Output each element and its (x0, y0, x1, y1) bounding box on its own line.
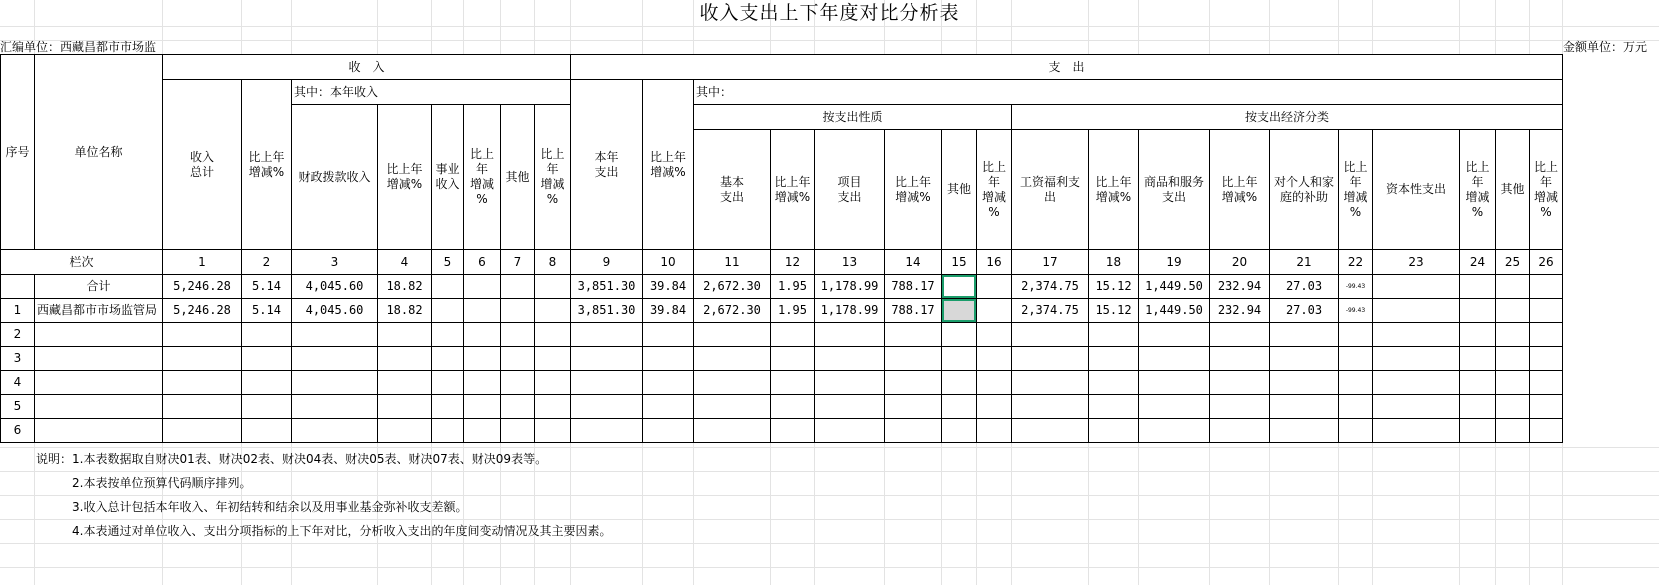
data-cell[interactable] (815, 419, 885, 443)
data-cell[interactable]: -99.43 (1339, 299, 1373, 323)
data-cell[interactable] (1089, 419, 1139, 443)
data-cell[interactable] (292, 419, 378, 443)
data-cell[interactable] (771, 395, 815, 419)
data-cell[interactable] (292, 395, 378, 419)
col-number: 20 (1210, 250, 1270, 275)
data-cell[interactable] (1496, 299, 1530, 323)
data-cell[interactable] (1012, 419, 1089, 443)
data-cell[interactable] (1460, 299, 1496, 323)
col-number: 21 (1270, 250, 1339, 275)
data-cell[interactable]: 2,672.30 (694, 275, 771, 299)
data-cell[interactable] (432, 371, 464, 395)
col-number: 16 (977, 250, 1012, 275)
data-cell[interactable] (1373, 323, 1460, 347)
data-cell[interactable] (815, 395, 885, 419)
data-cell[interactable]: 5,246.28 (163, 299, 242, 323)
data-cell[interactable] (432, 323, 464, 347)
header-subsidy-yoy: 比上 年 增减 % (1339, 130, 1373, 250)
header-unit-name: 单位名称 (35, 55, 163, 250)
data-cell[interactable] (1496, 347, 1530, 371)
data-cell[interactable]: 788.17 (885, 299, 942, 323)
note-3: 3.收入总计包括本年收入、年初结转和结余以及用事业基金弥补收支差额。 (72, 500, 468, 514)
data-cell[interactable] (977, 371, 1012, 395)
data-cell[interactable] (432, 347, 464, 371)
data-cell[interactable] (292, 347, 378, 371)
col-number: 24 (1460, 250, 1496, 275)
data-cell[interactable] (1012, 347, 1089, 371)
data-cell[interactable]: 4,045.60 (292, 275, 378, 299)
row-unit-name[interactable] (35, 371, 163, 395)
data-cell[interactable] (694, 347, 771, 371)
data-cell[interactable] (535, 395, 571, 419)
header-income: 收 入 (163, 55, 571, 80)
data-cell[interactable] (464, 275, 501, 299)
data-cell[interactable]: 27.03 (1270, 299, 1339, 323)
header-by-economic: 按支出经济分类 (1012, 105, 1563, 130)
data-cell[interactable] (771, 419, 815, 443)
data-cell[interactable] (1496, 275, 1530, 299)
data-cell[interactable]: 3,851.30 (571, 275, 643, 299)
data-cell[interactable] (1089, 323, 1139, 347)
data-cell[interactable] (378, 419, 432, 443)
data-cell[interactable] (242, 323, 292, 347)
data-cell[interactable] (1139, 419, 1210, 443)
data-cell[interactable] (694, 395, 771, 419)
header-salary: 工资福利支 出 (1012, 130, 1089, 250)
data-cell[interactable] (643, 395, 694, 419)
data-cell[interactable] (694, 323, 771, 347)
data-cell[interactable] (815, 371, 885, 395)
data-cell[interactable] (977, 419, 1012, 443)
header-by-nature: 按支出性质 (694, 105, 1012, 130)
header-current-expense: 本年 支出 (571, 80, 643, 250)
data-cell[interactable] (163, 347, 242, 371)
col-number: 2 (242, 250, 292, 275)
data-cell[interactable] (571, 371, 643, 395)
col-number: 6 (464, 250, 501, 275)
data-cell[interactable] (1012, 323, 1089, 347)
header-other-expense-yoy: 比上 年 增减 % (977, 130, 1012, 250)
data-cell[interactable] (942, 419, 977, 443)
data-cell[interactable] (1339, 419, 1373, 443)
data-cell[interactable] (1139, 395, 1210, 419)
header-goods: 商品和服务 支出 (1139, 130, 1210, 250)
data-cell[interactable] (885, 419, 942, 443)
header-current-expense-yoy: 比上年 增减% (643, 80, 694, 250)
col-number: 12 (771, 250, 815, 275)
data-cell[interactable] (643, 347, 694, 371)
data-cell[interactable] (977, 299, 1012, 323)
data-cell[interactable]: 15.12 (1089, 275, 1139, 299)
data-cell[interactable] (571, 347, 643, 371)
header-project-yoy: 比上年 增减% (885, 130, 942, 250)
data-cell[interactable] (1139, 371, 1210, 395)
header-income-total: 收入 总计 (163, 80, 242, 250)
row-unit-name[interactable]: 西藏昌都市市场监管局 (35, 299, 163, 323)
header-of-which: 其中： (694, 80, 1563, 105)
data-cell[interactable]: 27.03 (1270, 275, 1339, 299)
data-cell[interactable] (1373, 275, 1460, 299)
data-cell[interactable] (535, 323, 571, 347)
data-cell[interactable] (163, 323, 242, 347)
data-cell[interactable]: 2,374.75 (1012, 275, 1089, 299)
data-cell[interactable] (885, 395, 942, 419)
header-other-income: 其他 (501, 105, 535, 250)
data-cell[interactable]: 18.82 (378, 299, 432, 323)
header-subsidy: 对个人和家 庭的补助 (1270, 130, 1339, 250)
data-cell[interactable] (1373, 419, 1460, 443)
data-cell[interactable]: 15.12 (1089, 299, 1139, 323)
col-index-label: 栏次 (1, 250, 163, 275)
data-cell[interactable] (771, 347, 815, 371)
data-cell[interactable] (571, 323, 643, 347)
data-cell[interactable] (771, 323, 815, 347)
data-cell[interactable] (501, 299, 535, 323)
header-capital-yoy: 比上 年 增减 % (1460, 130, 1496, 250)
data-cell[interactable]: 5.14 (242, 275, 292, 299)
data-cell[interactable] (501, 419, 535, 443)
col-number: 15 (942, 250, 977, 275)
data-cell[interactable] (1373, 299, 1460, 323)
data-cell[interactable] (942, 371, 977, 395)
data-cell[interactable] (292, 323, 378, 347)
row-seq[interactable]: 3 (1, 347, 35, 371)
header-basic: 基本 支出 (694, 130, 771, 250)
data-cell[interactable]: 5,246.28 (163, 275, 242, 299)
data-cell[interactable] (942, 347, 977, 371)
header-salary-yoy: 比上年 增减% (1089, 130, 1139, 250)
row-unit-name[interactable] (35, 419, 163, 443)
data-cell[interactable] (643, 371, 694, 395)
col-number: 17 (1012, 250, 1089, 275)
row-unit-name[interactable] (35, 395, 163, 419)
data-cell[interactable] (1089, 395, 1139, 419)
data-cell[interactable] (1012, 395, 1089, 419)
data-cell[interactable] (1210, 395, 1270, 419)
data-cell[interactable] (1530, 323, 1563, 347)
header-other-econ: 其他 (1496, 130, 1530, 250)
col-number: 26 (1530, 250, 1563, 275)
row-seq[interactable]: 4 (1, 371, 35, 395)
data-cell[interactable] (815, 323, 885, 347)
data-cell[interactable] (163, 371, 242, 395)
data-cell[interactable] (1460, 419, 1496, 443)
col-number: 5 (432, 250, 464, 275)
data-cell[interactable]: 1.95 (771, 299, 815, 323)
data-cell[interactable] (1496, 419, 1530, 443)
note-4: 4.本表通过对单位收入、支出分项指标的上下年对比，分析收入支出的年度间变动情况及其主要因素。 (72, 524, 612, 538)
data-cell[interactable] (1089, 371, 1139, 395)
data-cell[interactable] (378, 323, 432, 347)
data-cell[interactable] (1530, 299, 1563, 323)
data-cell[interactable] (464, 299, 501, 323)
data-cell[interactable]: 39.84 (643, 299, 694, 323)
data-cell[interactable] (378, 347, 432, 371)
data-cell[interactable]: 232.94 (1210, 299, 1270, 323)
header-income-total-yoy: 比上年 增减% (242, 80, 292, 250)
col-number: 8 (535, 250, 571, 275)
header-project: 项目 支出 (815, 130, 885, 250)
header-expense: 支 出 (571, 55, 1563, 80)
data-cell[interactable] (535, 299, 571, 323)
note-2: 2.本表按单位预算代码顺序排列。 (72, 476, 252, 490)
data-cell[interactable] (1210, 371, 1270, 395)
data-cell[interactable]: 18.82 (378, 275, 432, 299)
data-cell[interactable] (977, 323, 1012, 347)
data-cell[interactable] (1530, 347, 1563, 371)
header-fiscal: 财政拨款收入 (292, 105, 378, 250)
data-cell[interactable] (1496, 371, 1530, 395)
data-cell[interactable] (942, 299, 977, 323)
table-row (1, 347, 1563, 371)
data-cell[interactable] (432, 275, 464, 299)
data-cell[interactable]: 232.94 (1210, 275, 1270, 299)
data-cell[interactable] (535, 275, 571, 299)
data-cell[interactable] (464, 371, 501, 395)
data-cell[interactable] (1339, 395, 1373, 419)
data-cell[interactable] (977, 395, 1012, 419)
data-cell[interactable] (292, 371, 378, 395)
col-number: 9 (571, 250, 643, 275)
data-cell[interactable] (1460, 323, 1496, 347)
data-cell[interactable] (885, 323, 942, 347)
col-number: 22 (1339, 250, 1373, 275)
data-cell[interactable] (1460, 275, 1496, 299)
row-seq[interactable] (1, 275, 35, 299)
header-business-yoy: 比上 年 增减 % (464, 105, 501, 250)
data-cell[interactable] (1530, 395, 1563, 419)
data-cell[interactable] (771, 371, 815, 395)
col-number: 11 (694, 250, 771, 275)
table-row (1, 419, 1563, 443)
data-cell[interactable] (1012, 371, 1089, 395)
compiling-unit: 汇编单位：西藏昌都市市场监 (0, 40, 157, 54)
data-cell[interactable] (501, 395, 535, 419)
col-number: 23 (1373, 250, 1460, 275)
data-cell[interactable] (1139, 347, 1210, 371)
row-seq[interactable]: 1 (1, 299, 35, 323)
header-other-expense: 其他 (942, 130, 977, 250)
data-cell[interactable] (242, 371, 292, 395)
row-seq[interactable]: 5 (1, 395, 35, 419)
data-cell[interactable] (571, 419, 643, 443)
amount-unit: 金额单位：万元 (1562, 40, 1647, 54)
data-cell[interactable] (977, 347, 1012, 371)
col-number: 18 (1089, 250, 1139, 275)
data-cell[interactable] (242, 395, 292, 419)
data-cell[interactable] (242, 419, 292, 443)
header-of-which-current: 其中：本年收入 (292, 80, 571, 105)
data-cell[interactable]: 39.84 (643, 275, 694, 299)
data-cell[interactable] (1496, 395, 1530, 419)
data-cell[interactable] (378, 395, 432, 419)
data-cell[interactable] (1270, 371, 1339, 395)
data-cell[interactable] (1460, 347, 1496, 371)
data-cell[interactable] (163, 419, 242, 443)
col-number: 14 (885, 250, 942, 275)
total-row (1, 275, 1563, 299)
data-cell[interactable] (1530, 371, 1563, 395)
row-unit-name[interactable]: 合计 (35, 275, 163, 299)
data-cell[interactable]: 2,672.30 (694, 299, 771, 323)
data-cell[interactable] (1460, 371, 1496, 395)
data-cell[interactable] (571, 395, 643, 419)
col-number: 10 (643, 250, 694, 275)
data-cell[interactable]: -99.43 (1339, 275, 1373, 299)
header-business: 事业 收入 (432, 105, 464, 250)
data-cell[interactable] (1496, 323, 1530, 347)
header-basic-yoy: 比上年 增减% (771, 130, 815, 250)
data-cell[interactable] (694, 371, 771, 395)
header-capital: 资本性支出 (1373, 130, 1460, 250)
data-cell[interactable] (535, 347, 571, 371)
data-cell[interactable] (942, 395, 977, 419)
header-other-income-yoy: 比上 年 增减 % (535, 105, 571, 250)
data-cell[interactable] (1339, 323, 1373, 347)
row-unit-name[interactable] (35, 323, 163, 347)
data-cell[interactable] (464, 323, 501, 347)
data-cell[interactable] (1530, 419, 1563, 443)
data-cell[interactable] (1210, 419, 1270, 443)
data-cell[interactable] (378, 371, 432, 395)
data-cell[interactable] (163, 395, 242, 419)
data-cell[interactable] (1373, 395, 1460, 419)
data-cell[interactable] (1210, 347, 1270, 371)
row-seq[interactable]: 2 (1, 323, 35, 347)
col-number: 3 (292, 250, 378, 275)
data-cell[interactable]: 2,374.75 (1012, 299, 1089, 323)
data-cell[interactable] (1460, 395, 1496, 419)
header-fiscal-yoy: 比上年 增减% (378, 105, 432, 250)
data-cell[interactable] (464, 395, 501, 419)
data-cell[interactable] (1210, 323, 1270, 347)
data-cell[interactable] (501, 275, 535, 299)
data-cell[interactable] (1270, 347, 1339, 371)
data-cell[interactable]: 1,449.50 (1139, 275, 1210, 299)
data-cell[interactable] (1270, 323, 1339, 347)
data-cell[interactable] (1270, 419, 1339, 443)
data-cell[interactable] (1270, 395, 1339, 419)
data-cell[interactable] (1530, 275, 1563, 299)
page-title: 收入支出上下年度对比分析表 (699, 2, 960, 24)
data-cell[interactable] (1373, 371, 1460, 395)
data-cell[interactable] (1139, 323, 1210, 347)
row-seq[interactable]: 6 (1, 419, 35, 443)
data-cell[interactable] (885, 371, 942, 395)
data-cell[interactable] (643, 323, 694, 347)
data-cell[interactable] (501, 323, 535, 347)
data-cell[interactable] (501, 347, 535, 371)
col-number: 13 (815, 250, 885, 275)
row-unit-name[interactable] (35, 347, 163, 371)
analysis-table (0, 54, 1563, 443)
data-cell[interactable] (1339, 347, 1373, 371)
data-cell[interactable] (815, 347, 885, 371)
data-cell[interactable] (694, 419, 771, 443)
data-cell[interactable]: 1,178.99 (815, 299, 885, 323)
header-seq: 序号 (1, 55, 35, 250)
data-cell[interactable] (464, 419, 501, 443)
data-cell[interactable] (1373, 347, 1460, 371)
header-other-econ-yoy: 比上 年 增减 % (1530, 130, 1563, 250)
data-cell[interactable]: 1,449.50 (1139, 299, 1210, 323)
data-cell[interactable] (432, 299, 464, 323)
data-cell[interactable] (643, 419, 694, 443)
data-cell[interactable] (885, 347, 942, 371)
data-cell[interactable] (432, 419, 464, 443)
col-number: 25 (1496, 250, 1530, 275)
data-cell[interactable] (977, 275, 1012, 299)
data-cell[interactable] (501, 371, 535, 395)
data-cell[interactable] (535, 371, 571, 395)
data-cell[interactable]: 1,178.99 (815, 275, 885, 299)
col-number: 19 (1139, 250, 1210, 275)
table-row (1, 395, 1563, 419)
data-cell[interactable] (432, 395, 464, 419)
data-cell[interactable]: 1.95 (771, 275, 815, 299)
data-cell[interactable]: 4,045.60 (292, 299, 378, 323)
data-cell[interactable]: 5.14 (242, 299, 292, 323)
data-cell[interactable]: 3,851.30 (571, 299, 643, 323)
data-cell[interactable] (1089, 347, 1139, 371)
data-cell[interactable] (942, 323, 977, 347)
data-cell[interactable] (464, 347, 501, 371)
header-goods-yoy: 比上年 增减% (1210, 130, 1270, 250)
col-index-row (1, 250, 1563, 275)
col-number: 4 (378, 250, 432, 275)
col-number: 1 (163, 250, 242, 275)
table-row (1, 299, 1563, 323)
table-row (1, 323, 1563, 347)
note-1: 说明：1.本表数据取自财决01表、财决02表、财决04表、财决05表、财决07表、财决09表等。 (36, 452, 548, 466)
table-row (1, 371, 1563, 395)
data-cell[interactable] (942, 275, 977, 299)
data-cell[interactable] (535, 419, 571, 443)
col-number: 7 (501, 250, 535, 275)
data-cell[interactable] (1339, 371, 1373, 395)
data-cell[interactable] (242, 347, 292, 371)
data-cell[interactable]: 788.17 (885, 275, 942, 299)
